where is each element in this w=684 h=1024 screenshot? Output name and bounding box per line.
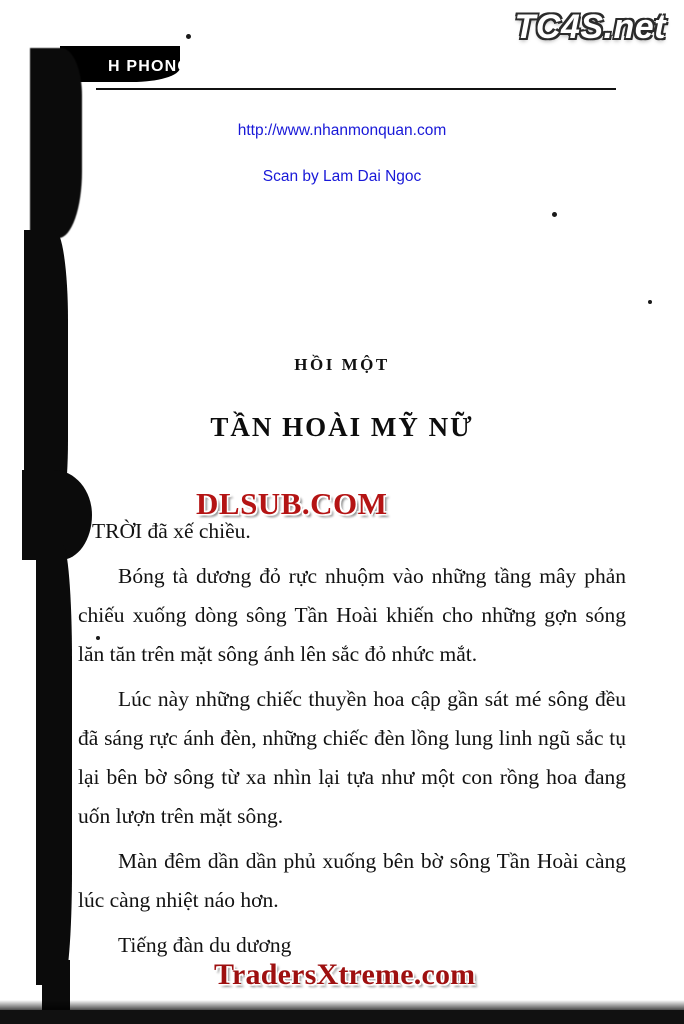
paragraph: Lúc này những chiếc thuyền hoa cập gần sát mé sông đều đã sáng rực ánh đèn, những chiếc đèn lồng lung linh ngũ sắc tụ lại bên bờ sông từ xa nhìn lại tựa như một con rồng hoa đang uốn lượn trên mặt sông. — [78, 687, 626, 828]
scan-edge-artifact-lower — [36, 545, 72, 985]
chapter-label: HỒI MỘT — [294, 355, 390, 374]
scan-edge-artifact-top — [30, 48, 82, 238]
watermark-tc4s: TC4S.net — [514, 8, 666, 46]
running-head: H PHONG ĐỊCH ẢNH — [108, 58, 285, 75]
scan-speck — [552, 212, 557, 217]
chapter-title: TẦN HOÀI MỸ NỮ — [210, 412, 474, 442]
watermark-tradersxtreme: TradersXtreme.com — [214, 958, 476, 991]
paragraph: Bóng tà dương đỏ rực nhuộm vào những tầng mây phản chiếu xuống dòng sông Tần Hoài khiến cho những gợn sóng lăn tăn trên mặt sông ánh lên sắc đỏ nhức mắt. — [78, 564, 626, 666]
paragraph: Màn đêm dần dần phủ xuống bên bờ sông Tần Hoài càng lúc càng nhiệt náo hơn. — [78, 849, 626, 912]
scan-credit-author: Scan by Lam Dai Ngoc — [262, 168, 422, 185]
paragraph: TRỜI đã xế chiều. — [92, 519, 251, 543]
watermark-dlsub: DLSUB.COM — [196, 486, 388, 521]
scan-credit-url[interactable]: http://www.nhanmonquan.com — [237, 122, 447, 139]
paragraph: Tiếng đàn du dương — [118, 933, 292, 957]
scan-speck — [648, 300, 652, 304]
scan-edge-artifact-bottom — [0, 1010, 684, 1024]
page-body-text — [78, 512, 626, 971]
scan-speck — [186, 34, 191, 39]
header-rule — [96, 88, 616, 90]
